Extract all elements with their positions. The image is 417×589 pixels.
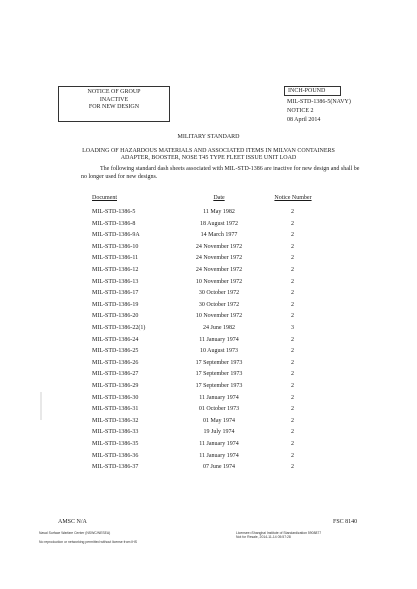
date-cell: 30 October 1972 bbox=[198, 290, 240, 297]
notice-number-cell: 3 bbox=[291, 325, 294, 331]
document-cell: MIL-STD-1386-36 bbox=[92, 452, 139, 459]
date-cell: 18 August 1972 bbox=[199, 220, 238, 227]
date-cell: 11 January 1974 bbox=[199, 441, 239, 447]
document-cell: MIL-STD-1386-9A bbox=[92, 232, 140, 239]
table-row bbox=[0, 313, 417, 322]
table-row bbox=[0, 337, 417, 346]
subject-line-1: LOADING OF HAZARDOUS MATERIALS AND ASSOCIATED ITEMS IN MILVAN CONTAINERS bbox=[82, 148, 335, 154]
table-row bbox=[0, 395, 417, 404]
table-row bbox=[0, 232, 417, 241]
notice-number-cell: 2 bbox=[291, 464, 294, 471]
document-cell: MIL-STD-1386-35 bbox=[92, 441, 139, 447]
table-row bbox=[0, 441, 417, 450]
date-cell: 17 September 1973 bbox=[195, 371, 243, 378]
column-header-document: Document bbox=[92, 195, 117, 201]
notice-number-cell: 2 bbox=[291, 452, 294, 459]
column-header-date: Date bbox=[213, 195, 225, 201]
footer-left-line-2: No reproduction or networking permitted without license from IHS bbox=[39, 540, 137, 544]
document-cell: MIL-STD-1386-26 bbox=[92, 359, 139, 366]
date-cell: 24 June 1982 bbox=[203, 325, 235, 331]
notice-of-group-box bbox=[58, 86, 170, 122]
notice-number-cell: 2 bbox=[291, 232, 294, 239]
standard-title: MILITARY STANDARD bbox=[177, 134, 240, 140]
table-row bbox=[0, 267, 417, 276]
footer-right-line-2: Not for Resale, 2014-11-14 05:57:28 bbox=[236, 535, 291, 539]
notice-number-cell: 2 bbox=[291, 348, 294, 355]
subject-line-2: ADAPTER, BOOSTER, NOSE T45 TYPE FLEET ISSUE UNIT LOAD bbox=[120, 155, 297, 161]
date-cell: 10 November 1972 bbox=[195, 313, 243, 320]
date-cell: 11 May 1982 bbox=[203, 209, 235, 215]
table-row bbox=[0, 221, 417, 230]
date-cell: 11 January 1974 bbox=[199, 394, 239, 401]
notice-number-cell: 2 bbox=[291, 209, 294, 215]
notice-number-cell: 2 bbox=[291, 290, 294, 297]
amsc-code: AMSC N/A bbox=[58, 519, 87, 525]
notice-number-cell: 2 bbox=[291, 313, 294, 320]
document-cell: MIL-STD-1386-32 bbox=[92, 417, 139, 424]
notice-number-cell: 2 bbox=[291, 429, 294, 436]
date-cell: 17 September 1973 bbox=[195, 383, 243, 389]
table-row bbox=[0, 290, 417, 299]
document-cell: MIL-STD-1386-13 bbox=[92, 278, 139, 285]
notice-number-cell: 2 bbox=[291, 220, 294, 227]
document-cell: MIL-STD-1386-30 bbox=[92, 394, 139, 401]
document-cell: MIL-STD-1386-5 bbox=[92, 209, 136, 215]
footer-right-line-1: Licensee=Shanghai Institute of Standardization 5908877 bbox=[236, 531, 322, 535]
document-cell: MIL-STD-1386-31 bbox=[92, 406, 139, 413]
table-row bbox=[0, 453, 417, 462]
table-header-row bbox=[0, 195, 417, 204]
document-cell: MIL-STD-1386-8 bbox=[92, 220, 136, 227]
document-cell: MIL-STD-1386-33 bbox=[92, 429, 139, 436]
date-cell: 17 September 1973 bbox=[195, 359, 243, 366]
date-cell: 24 November 1972 bbox=[195, 243, 243, 250]
date-cell: 01 October 1973 bbox=[198, 406, 240, 413]
footer-left-line-1: Naval Surface Warfare Center (NSWC/NESEA) bbox=[39, 531, 111, 535]
document-cell: MIL-STD-1386-17 bbox=[92, 290, 139, 297]
fsc-code: FSC 8140 bbox=[333, 519, 358, 525]
table-row bbox=[0, 429, 417, 438]
document-number: MIL-STD-1386-5(NAVY) bbox=[287, 99, 351, 105]
notice-number-cell: 2 bbox=[291, 441, 294, 447]
table-row bbox=[0, 302, 417, 311]
intro-text: The following standard dash sheets associated with MIL-STD-1386 are inactive for new design and shall be no longer used for new designs. bbox=[81, 166, 360, 180]
document-cell: MIL-STD-1386-22(1) bbox=[92, 325, 146, 331]
intro-paragraph bbox=[81, 166, 363, 181]
date-cell: 24 November 1972 bbox=[195, 267, 243, 273]
notice-number-cell: 2 bbox=[291, 267, 294, 273]
margin-mark bbox=[40, 392, 42, 420]
document-cell: MIL-STD-1386-20 bbox=[92, 313, 139, 320]
notice-number-cell: 2 bbox=[291, 336, 294, 343]
notice-box-line-1: NOTICE OF GROUP bbox=[87, 89, 141, 95]
date-cell: 24 November 1972 bbox=[195, 255, 243, 262]
notice-number-cell: 2 bbox=[291, 359, 294, 366]
table-row bbox=[0, 371, 417, 380]
table-row bbox=[0, 418, 417, 427]
column-header-notice: Notice Number bbox=[274, 195, 312, 201]
notice-number-cell: 2 bbox=[291, 255, 294, 262]
notice-number-cell: 2 bbox=[291, 278, 294, 285]
document-cell: MIL-STD-1386-25 bbox=[92, 348, 139, 355]
notice-number-cell: 2 bbox=[291, 394, 294, 401]
date-cell: 14 March 1977 bbox=[200, 232, 238, 239]
date-cell: 30 October 1972 bbox=[198, 301, 240, 308]
date-cell: 19 July 1974 bbox=[203, 429, 235, 436]
notice-box-line-3: FOR NEW DESIGN bbox=[88, 104, 140, 111]
document-cell: MIL-STD-1386-10 bbox=[92, 243, 139, 250]
table-row bbox=[0, 325, 417, 334]
table-row bbox=[0, 209, 417, 218]
table-row bbox=[0, 348, 417, 357]
inch-pound-box: INCH-POUND bbox=[284, 86, 341, 96]
notice-date: 08 April 2014 bbox=[287, 117, 321, 123]
document-cell: MIL-STD-1386-37 bbox=[92, 464, 139, 471]
table-row bbox=[0, 279, 417, 288]
notice-number-cell: 2 bbox=[291, 417, 294, 424]
notice-number-cell: 2 bbox=[291, 243, 294, 250]
notice-number: NOTICE 2 bbox=[287, 108, 314, 114]
document-cell: MIL-STD-1386-27 bbox=[92, 371, 139, 378]
notice-number-cell: 2 bbox=[291, 301, 294, 308]
document-cell: MIL-STD-1386-24 bbox=[92, 336, 139, 343]
date-cell: 07 June 1974 bbox=[203, 464, 235, 471]
document-cell: MIL-STD-1386-29 bbox=[92, 383, 139, 389]
notice-box-line-2: INACTIVE bbox=[99, 96, 129, 103]
date-cell: 11 January 1974 bbox=[199, 452, 239, 459]
table-row bbox=[0, 464, 417, 473]
date-cell: 01 May 1974 bbox=[203, 417, 235, 424]
notice-number-cell: 2 bbox=[291, 406, 294, 413]
date-cell: 10 August 1973 bbox=[199, 348, 238, 355]
date-cell: 11 January 1974 bbox=[199, 336, 239, 343]
document-cell: MIL-STD-1386-11 bbox=[92, 255, 139, 262]
table-row bbox=[0, 244, 417, 253]
notice-number-cell: 2 bbox=[291, 383, 294, 389]
table-row bbox=[0, 360, 417, 369]
document-cell: MIL-STD-1386-12 bbox=[92, 267, 139, 273]
document-cell: MIL-STD-1386-19 bbox=[92, 301, 139, 308]
table-row bbox=[0, 255, 417, 264]
table-row bbox=[0, 406, 417, 415]
date-cell: 10 November 1972 bbox=[195, 278, 243, 285]
notice-number-cell: 2 bbox=[291, 371, 294, 378]
table-row bbox=[0, 383, 417, 392]
